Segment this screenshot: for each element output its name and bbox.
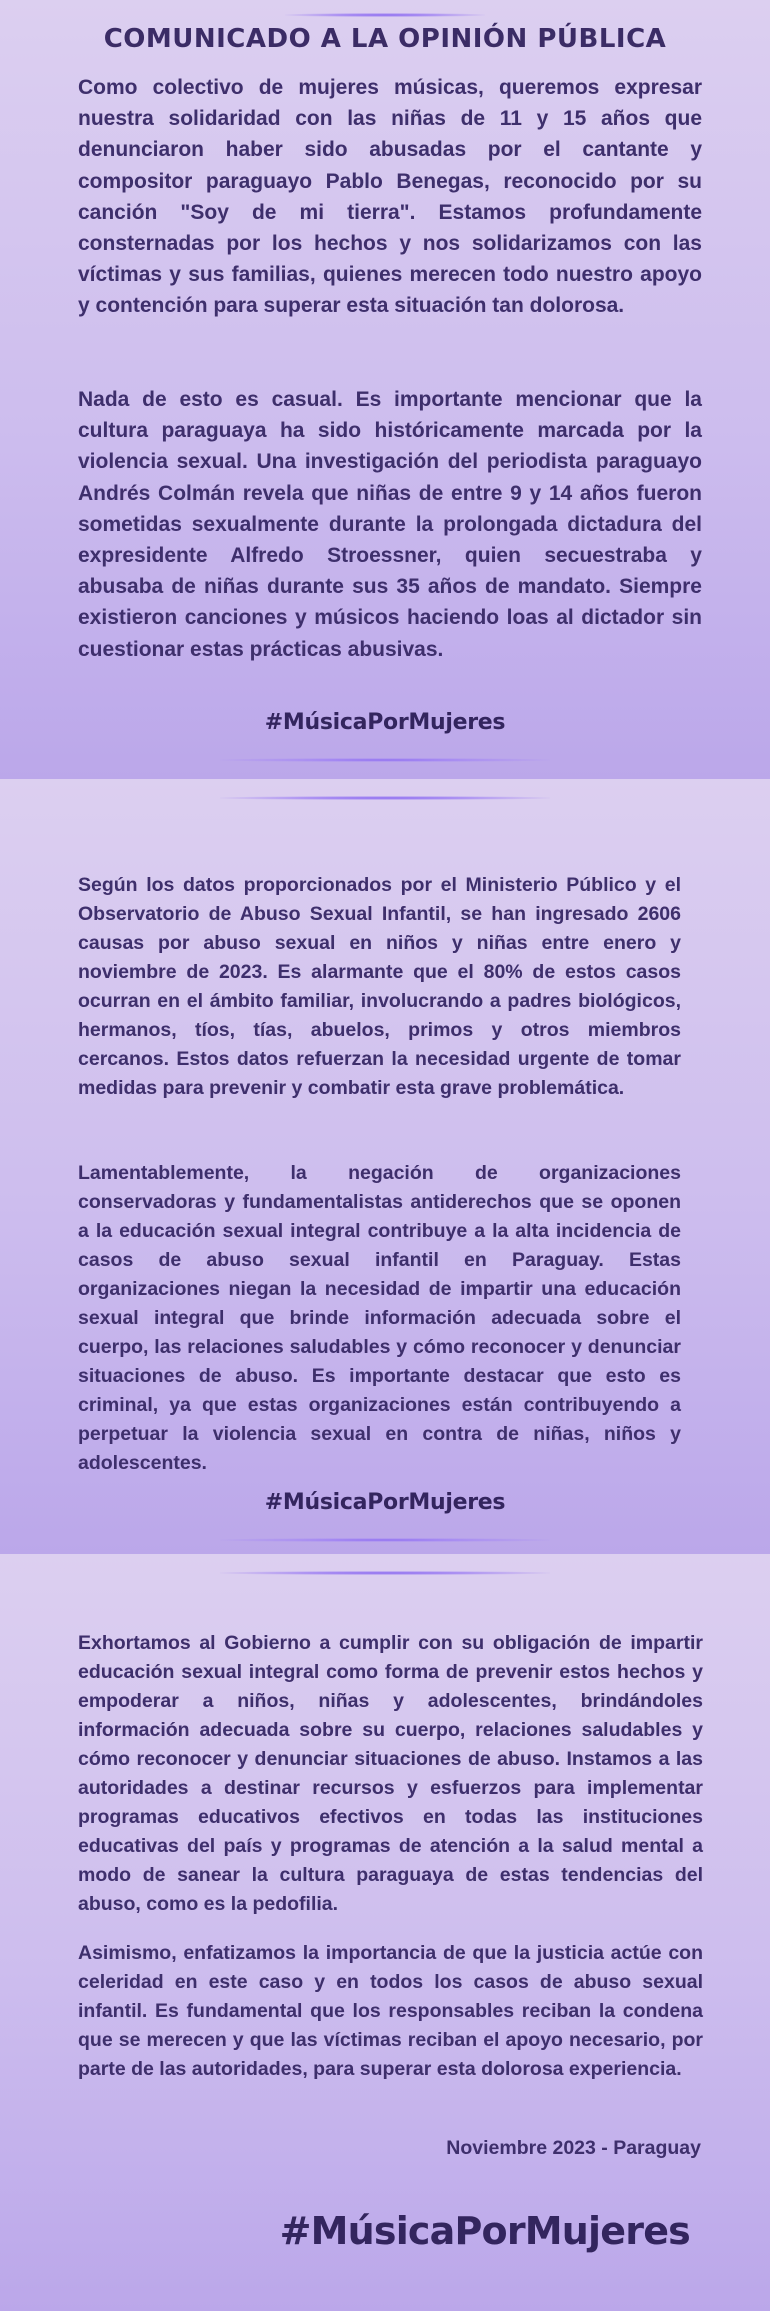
hashtag-large: #MúsicaPorMujeres (279, 2209, 690, 2253)
glow-divider (220, 1538, 550, 1542)
top-glow-divider (285, 13, 485, 17)
paragraph-solidarity: Como colectivo de mujeres músicas, queremos expresar nuestra solidaridad con las niñas de 11 y 15 años que denunciaron haber sido abusadas por el cantante y compositor paraguayo Pablo Benegas, reconocido por su canción "Soy de mi tierra". Estamos profundamente consternadas por los hechos y nos solidarizamos con las víctimas y sus familias, quienes merecen todo nuestro apoyo y contención para superar esta situación tan dolorosa. (78, 76, 702, 318)
statement-panel-2 (0, 779, 770, 1554)
hashtag-label: #MúsicaPorMujeres (264, 710, 506, 735)
glow-divider (220, 796, 550, 800)
glow-divider (220, 758, 550, 762)
glow-divider (220, 1571, 550, 1575)
paragraph-statistics: Según los datos proporcionados por el Ministerio Público y el Observatorio de Abuso Sexual Infantil, se han ingresado 2606 causas por abuso sexual en niños y niñas entre enero y noviembre de 2023. Es alarmante que el 80% de estos casos ocurran en el ámbito familiar, involucrando a padres biológicos, hermanos, tíos, tías, abuelos, primos y otros miembros cercanos. Estos datos refuerzan la necesidad urgente de tomar medidas para prevenir y combatir esta grave problemática. (78, 874, 681, 1099)
statement-panel-1 (0, 0, 770, 779)
statement-panel-3 (0, 1554, 770, 2311)
paragraph-organizations: Lamentablemente, la negación de organizaciones conservadoras y fundamentalistas antiderechos que se oponen a la educación sexual integral contribuye a la alta incidencia de casos de abuso sexual infantil en Paraguay. Estas organizaciones niegan la necesidad de impartir una educación sexual integral que brinde información adecuada sobre el cuerpo, las relaciones saludables y cómo reconocer y denunciar situaciones de abuso. Es importante destacar que esto es criminal, ya que estas organizaciones están contribuyendo a perpetuar la violencia sexual en contra de niñas, niños y adolescentes. (78, 1162, 681, 1474)
paragraph-historical-context: Nada de esto es casual. Es importante mencionar que la cultura paraguaya ha sido históricamente marcada por la violencia sexual. Una investigación del periodista paraguayo Andrés Colmán revela que niñas de entre 9 y 14 años fueron sometidas sexualmente durante la prolongada dictadura del expresidente Alfredo Stroessner, quien secuestraba y abusaba de niñas durante sus 35 años de mandato. Siempre existieron canciones y músicos haciendo loas al dictador sin cuestionar estas prácticas abusivas. (78, 388, 702, 661)
date-location: Noviembre 2023 - Paraguay (446, 2137, 701, 2159)
hashtag-label: #MúsicaPorMujeres (264, 1490, 506, 1515)
paragraph-exhortation: Exhortamos al Gobierno a cumplir con su obligación de impartir educación sexual integral como forma de prevenir estos hechos y empoderar a niños, niñas y adolescentes, brindándoles información adecuada sobre su cuerpo, relaciones saludables y cómo reconocer y denunciar situaciones de abuso. Instamos a las autoridades a destinar recursos y esfuerzos para implementar programas educativos efectivos en todas las instituciones educativas del país y programas de atención a la salud mental a modo de sanear la cultura paraguaya de estas tendencias del abuso, como es la pedofilia. (78, 1632, 703, 1915)
paragraph-justice: Asimismo, enfatizamos la importancia de que la justicia actúe con celeridad en este caso y en todos los casos de abuso sexual infantil. Es fundamental que los responsables reciban la condena que se merecen y que las víctimas reciban el apoyo necesario, por parte de las autoridades, para superar esta dolorosa experiencia. (78, 1942, 703, 2080)
page-title: COMUNICADO A LA OPINIÓN PÚBLICA (103, 24, 667, 54)
